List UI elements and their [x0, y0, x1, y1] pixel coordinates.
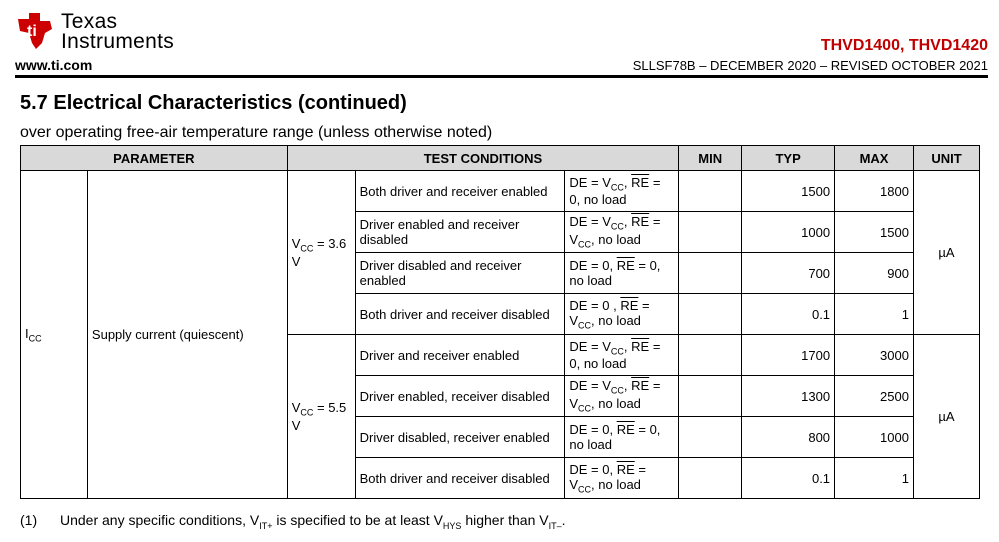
pin-condition: DE = $V_{CC}$, $\overline{RE} = V_{CC}$, no load [565, 212, 679, 253]
min-value [679, 171, 742, 212]
typ-value: 1500 [742, 171, 835, 212]
min-value [679, 376, 742, 417]
vcc-condition: $V_{CC} = 3.6$ V [287, 171, 355, 335]
operating-mode: Both driver and receiver enabled [355, 171, 565, 212]
operating-mode: Driver enabled, receiver disabled [355, 376, 565, 417]
typ-value: 1700 [742, 335, 835, 376]
footnote [20, 512, 566, 531]
header-unit: UNIT [913, 146, 979, 171]
pin-condition: DE = $V_{CC}$, $\overline{RE} = 0$, no load [565, 335, 679, 376]
min-value [679, 335, 742, 376]
typ-value: 700 [742, 253, 835, 294]
typ-value: 0.1 [742, 458, 835, 499]
pin-condition: DE = 0, $\overline{RE} = V_{CC}$, no load [565, 458, 679, 499]
min-value [679, 294, 742, 335]
electrical-characteristics-table [20, 145, 980, 499]
pin-condition: DE = 0, $\overline{RE} = 0$, no load [565, 253, 679, 294]
operating-mode: Driver disabled, receiver enabled [355, 417, 565, 458]
max-value: 3000 [835, 335, 914, 376]
typ-value: 1000 [742, 212, 835, 253]
table-row [21, 171, 980, 212]
parameter-symbol: $I_{CC}$ [21, 171, 88, 499]
min-value [679, 458, 742, 499]
pin-condition: DE = $V_{CC}$, $\overline{RE} = 0$, no load [565, 171, 679, 212]
operating-mode: Both driver and receiver disabled [355, 294, 565, 335]
operating-mode: Driver and receiver enabled [355, 335, 565, 376]
parameter-description: Supply current (quiescent) [87, 171, 287, 499]
max-value: 2500 [835, 376, 914, 417]
header-rule [15, 75, 988, 78]
min-value [679, 253, 742, 294]
logo-line1: Texas [61, 10, 118, 33]
unit-value: µA [913, 335, 979, 499]
website-link[interactable]: www.ti.com [15, 57, 93, 73]
typ-value: 0.1 [742, 294, 835, 335]
operating-mode: Both driver and receiver disabled [355, 458, 565, 499]
footnote-mark: (1) [20, 512, 38, 528]
logo-line2: Instruments [61, 30, 175, 53]
header-parameter: PARAMETER [21, 146, 288, 171]
header-max: MAX [835, 146, 914, 171]
max-value: 1 [835, 458, 914, 499]
header-typ: TYP [742, 146, 835, 171]
pin-condition: DE = 0 , $\overline{RE} = V_{CC}$, no load [565, 294, 679, 335]
max-value: 900 [835, 253, 914, 294]
header-test-conditions: TEST CONDITIONS [287, 146, 679, 171]
ti-logo [14, 6, 214, 56]
ti-logo-mark-icon [14, 9, 56, 51]
unit-value: µA [913, 171, 979, 335]
pin-condition: DE = 0, $\overline{RE} = 0$, no load [565, 417, 679, 458]
vcc-condition: $V_{CC} = 5.5$ V [287, 335, 355, 499]
pin-condition: DE = $V_{CC}$, $\overline{RE} = V_{CC}$, no load [565, 376, 679, 417]
operating-mode: Driver enabled and receiver disabled [355, 212, 565, 253]
max-value: 1500 [835, 212, 914, 253]
conditions-note: over operating free-air temperature range (unless otherwise noted) [20, 124, 493, 141]
section-title: 5.7 Electrical Characteristics (continued) [20, 92, 407, 114]
typ-value: 1300 [742, 376, 835, 417]
max-value: 1 [835, 294, 914, 335]
logo-wordmark [61, 12, 174, 52]
document-id: SLLSF78B – DECEMBER 2020 – REVISED OCTOBER 2021 [632, 58, 988, 73]
footnote-text: Under any specific conditions, $V_{IT+}$ is specified to be at least $V_{HYS}$ higher than $V_{IT-}$. [60, 512, 566, 531]
part-numbers[interactable]: THVD1400, THVD1420 [820, 37, 988, 54]
max-value: 1000 [835, 417, 914, 458]
typ-value: 800 [742, 417, 835, 458]
min-value [679, 417, 742, 458]
operating-mode: Driver disabled and receiver enabled [355, 253, 565, 294]
max-value: 1800 [835, 171, 914, 212]
header-min: MIN [679, 146, 742, 171]
min-value [679, 212, 742, 253]
table-header-row [21, 146, 980, 171]
svg-text:ti: ti [27, 23, 37, 40]
